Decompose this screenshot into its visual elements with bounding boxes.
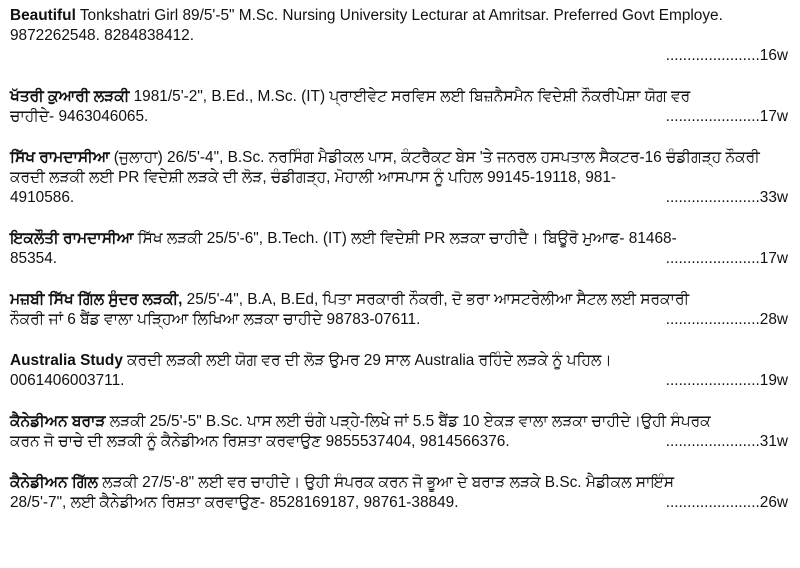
ad-text bbox=[10, 473, 788, 493]
ad-body: Tonkshatri Girl 89/5'-5" M.Sc. Nursing University Lecturar at Amritsar. Preferred Govt Employe. 9872262548. 8284838412. bbox=[10, 7, 723, 44]
ad-code: ......................19w bbox=[665, 372, 788, 389]
ad-text bbox=[10, 148, 788, 188]
ad-body: 1981/5'-2", B.Ed., M.Sc. (IT) ਪ੍ਰਾਈਵੇਟ ਸਰਵਿਸ ਲਈ ਬਿਜ਼ਨੈਸਮੈਨ ਵਿਦੇਸ਼ੀ ਨੌਕਰੀਪੇਸ਼ਾ ਯੋਗ ਵਰ bbox=[129, 88, 691, 105]
ad-tail: ਚਾਹੀਦੇ- 9463046065. bbox=[10, 108, 149, 125]
ad-entry-6 bbox=[10, 351, 788, 391]
ad-lead: ਕੈਨੇਡੀਅਨ ਗਿੱਲ bbox=[10, 474, 98, 491]
ad-body: ਕਰਦੀ ਲੜਕੀ ਲਈ ਯੋਗ ਵਰ ਦੀ ਲੋੜ ਉਮਰ 29 ਸਾਲ Australia ਰਹਿੰਦੇ ਲੜਕੇ ਨੂੰ ਪਹਿਲ। bbox=[122, 352, 612, 369]
ad-tail: 85354. bbox=[10, 250, 58, 267]
ad-code-line bbox=[10, 310, 788, 330]
ad-lead: Beautiful bbox=[10, 7, 76, 24]
ad-code-line bbox=[10, 493, 788, 513]
ad-body: ਲੜਕੀ 25/5'-5" B.Sc. ਪਾਸ ਲਈ ਚੰਗੇ ਪੜ੍ਹੇ-ਲਿਖੇ ਜਾਂ 5.5 ਬੈਂਡ 10 ਏਕੜ ਵਾਲਾ ਲੜਕਾ ਚਾਹੀਦੇ।ਉਹੀ ਸੰਪਰਕ bbox=[105, 413, 711, 430]
ad-code-line bbox=[10, 188, 788, 208]
ad-code: ......................17w bbox=[665, 250, 788, 267]
ad-code-line bbox=[10, 371, 788, 391]
ad-body: ਲੜਕੀ 27/5'-8" ਲਈ ਵਰ ਚਾਹੀਦੇ। ਉਹੀ ਸੰਪਰਕ ਕਰਨ ਜੋ ਭੂਆ ਦੇ ਬਰਾੜ ਲੜਕੇ B.Sc. ਮੈਡੀਕਲ ਸਾਇੰਸ bbox=[97, 474, 675, 491]
ad-body: ਸਿੱਖ ਲੜਕੀ 25/5'-6", B.Tech. (IT) ਲਈ ਵਿਦੇਸ਼ੀ PR ਲੜਕਾ ਚਾਹੀਦੈ। ਬਿਊਰੋ ਮੁਆਫ- 81468- bbox=[133, 230, 677, 247]
ad-lead: ਸਿੱਖ ਰਾਮਦਾਸੀਆ bbox=[10, 149, 110, 166]
ad-lead: Australia Study bbox=[10, 352, 123, 369]
ad-text bbox=[10, 290, 788, 310]
ad-code: ......................16w bbox=[665, 47, 788, 64]
ad-tail: 0061406003711. bbox=[10, 372, 125, 389]
ad-entry-8 bbox=[10, 473, 788, 513]
ad-code: ......................26w bbox=[665, 494, 788, 511]
ad-code: ......................17w bbox=[665, 108, 788, 125]
ad-code-line bbox=[10, 249, 788, 269]
ad-tail: ਨੌਕਰੀ ਜਾਂ 6 ਬੈਂਡ ਵਾਲਾ ਪੜ੍ਹਿਆ ਲਿਖਿਆ ਲੜਕਾ ਚਾਹੀਦੇ 98783-07611. bbox=[10, 311, 421, 328]
ad-code: ......................31w bbox=[665, 433, 788, 450]
ad-entry-1 bbox=[10, 6, 788, 66]
ad-tail: ਕਰਨ ਜੋ ਚਾਚੇ ਦੀ ਲੜਕੀ ਨੂੰ ਕੈਨੇਡੀਅਨ ਰਿਸ਼ਤਾ ਕਰਵਾਉਣ 9855537404, 9814566376. bbox=[10, 433, 510, 450]
ad-entry-3 bbox=[10, 148, 788, 208]
ad-text bbox=[10, 351, 788, 371]
ad-text bbox=[10, 6, 788, 46]
ad-tail: 4910586. bbox=[10, 189, 75, 206]
ad-lead: ਇਕਲੌਤੀ ਰਾਮਦਾਸੀਆ bbox=[10, 230, 134, 247]
ad-lead: ਕੈਨੇਡੀਅਨ ਬਰਾੜ bbox=[10, 413, 106, 430]
ad-lead: ਮਜ਼ਬੀ ਸਿੱਖ ਗਿੱਲ ਸੁੰਦਰ ਲੜਕੀ, bbox=[10, 291, 183, 308]
ad-entry-7 bbox=[10, 412, 788, 452]
ad-entry-4 bbox=[10, 229, 788, 269]
ad-lead: ਖੱਤਰੀ ਕੁਆਰੀ ਲੜਕੀ bbox=[10, 88, 130, 105]
ad-entry-2 bbox=[10, 87, 788, 127]
ad-text bbox=[10, 229, 788, 249]
ad-code: ......................33w bbox=[665, 189, 788, 206]
ad-code: ......................28w bbox=[665, 311, 788, 328]
ad-body: 25/5'-4", B.A, B.Ed, ਪਿਤਾ ਸਰਕਾਰੀ ਨੌਕਰੀ, ਦੋ ਭਰਾ ਆਸਟਰੇਲੀਆ ਸੈਟਲ ਲਈ ਸਰਕਾਰੀ bbox=[182, 291, 690, 308]
ad-code-line bbox=[10, 46, 788, 66]
ad-tail: 28/5'-7", ਲਈ ਕੈਨੇਡੀਅਨ ਰਿਸ਼ਤਾ ਕਰਵਾਉਣ- 8528169187, 98761-38849. bbox=[10, 494, 459, 511]
ad-entry-5 bbox=[10, 290, 788, 330]
ad-body: (ਜੁਲਾਹਾ) 26/5'-4", B.Sc. ਨਰਸਿੰਗ ਮੈਡੀਕਲ ਪਾਸ, ਕੰਟਰੈਕਟ ਬੇਸ 'ਤੇ ਜਨਰਲ ਹਸਪਤਾਲ ਸੈਕਟਰ-16 ਚੰਡੀਗੜ੍ਹ ਨੌਕਰੀ ਕਰਦੀ ਲੜਕੀ ਲਈ PR ਵਿਦੇਸ਼ੀ ਲੜਕੇ ਦੀ ਲੋੜ, ਚੰਡੀਗੜ੍ਹ, ਮੋਹਾਲੀ ਆਸਪਾਸ ਨੂੰ ਪਹਿਲ 99145-19118, 981- bbox=[10, 149, 760, 186]
ad-code-line bbox=[10, 107, 788, 127]
ad-text bbox=[10, 87, 788, 107]
ad-code-line bbox=[10, 432, 788, 452]
ad-text bbox=[10, 412, 788, 432]
